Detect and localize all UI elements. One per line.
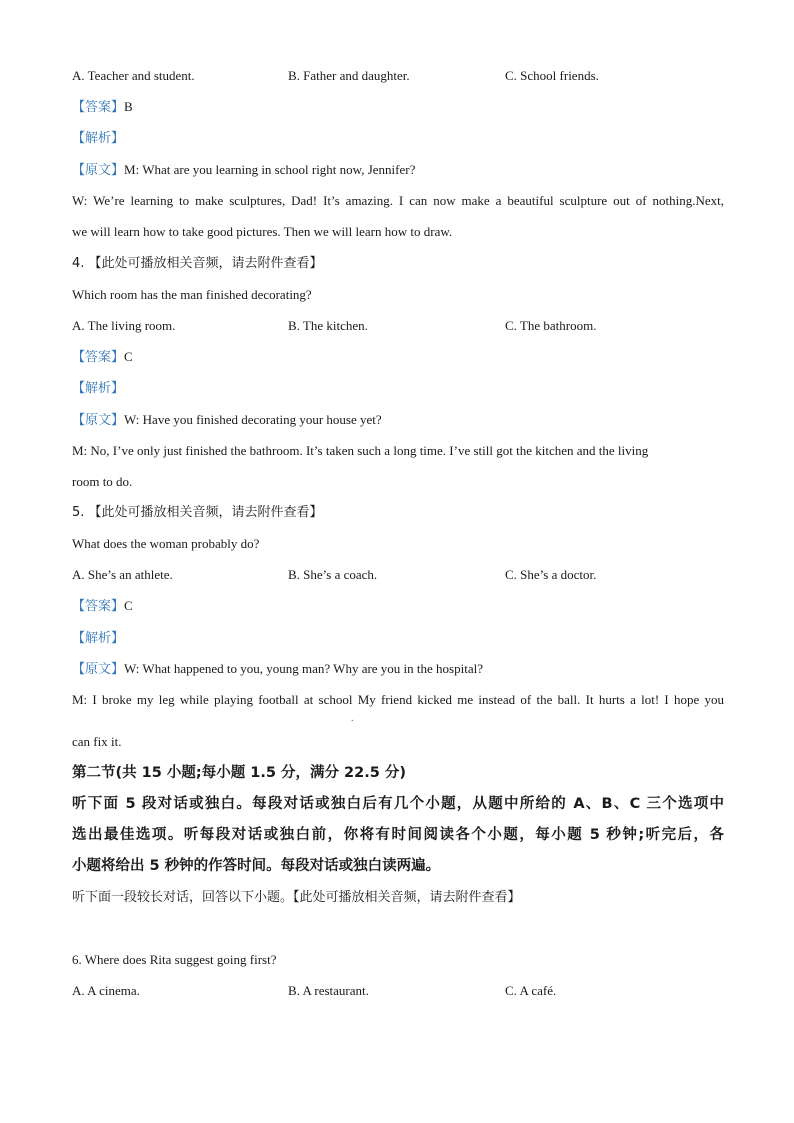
q5-option-a: A. She’s an athlete. (72, 567, 173, 582)
q6-option-c: C. A café. (505, 983, 557, 998)
q3-script-line-3: we will learn how to take good pictures. Then we will learn how to draw. (72, 224, 453, 239)
section2-instructions-3: 小题将给出 5 秒钟的作答时间。每段对话或独白读两遍。 (72, 858, 441, 874)
q3-script-line-1: 【原文】M: What are you learning in school right now, Jennifer? (72, 162, 416, 178)
q4-script-line-3: room to do. (72, 474, 133, 489)
q5-analysis: 【解析】 (72, 631, 125, 646)
q4-option-c: C. The bathroom. (505, 318, 597, 333)
q5-header: 5. 【此处可播放相关音频，请去附件查看】 (72, 505, 323, 520)
q6-option-a: A. A cinema. (72, 983, 140, 998)
q3-option-b: B. Father and daughter. (288, 68, 410, 83)
section2-instructions-1: 听下面 5 段对话或独白。每段对话或独白后有几个小题，从题中所给的 A、B、C 三个选项中 (72, 796, 724, 812)
q4-analysis: 【解析】 (72, 381, 125, 396)
q4-option-a: A. The living room. (72, 318, 176, 333)
q4-question: Which room has the man finished decorating? (72, 287, 312, 302)
q4-script-line-1: 【原文】W: Have you finished decorating your house yet? (72, 412, 382, 428)
q5-option-c: C. She’s a doctor. (505, 567, 597, 582)
q5-script-line-3: can fix it. (72, 734, 122, 749)
q4-answer: 【答案】C (72, 349, 133, 365)
q5-question: What does the woman probably do? (72, 536, 260, 551)
section2-title: 第二节(共 15 小题;每小题 1.5 分，满分 22.5 分) (72, 765, 406, 781)
q5-option-b: B. She’s a coach. (288, 567, 378, 582)
q6-option-b: B. A restaurant. (288, 983, 369, 998)
q3-analysis: 【解析】 (72, 131, 125, 146)
q5-answer: 【答案】C (72, 598, 133, 614)
q3-option-c: C. School friends. (505, 68, 599, 83)
q4-header: 4. 【此处可播放相关音频，请去附件查看】 (72, 256, 323, 271)
q6-question: 6. Where does Rita suggest going first? (72, 952, 277, 967)
section2-note: 听下面一段较长对话，回答以下小题。【此处可播放相关音频，请去附件查看】 (72, 890, 521, 905)
q3-option-a: A. Teacher and student. (72, 68, 195, 83)
stray-dot: . (351, 713, 354, 724)
q4-option-b: B. The kitchen. (288, 318, 368, 333)
q5-script-line-1: 【原文】W: What happened to you, young man? Why are you in the hospital? (72, 661, 483, 677)
section2-instructions-2: 选出最佳选项。听每段对话或独白前，你将有时间阅读各个小题，每小题 5 秒钟;听完后，各 (72, 827, 724, 843)
q5-script-line-2: M: I broke my leg while playing football at school My friend kicked me instead of the ball. It hurts a lot! I hope you (72, 692, 724, 707)
q3-script-line-2: W: We’re learning to make sculptures, Dad! It’s amazing. I can now make a beautiful sculpture out of nothing.Next, (72, 193, 724, 208)
q3-answer: 【答案】B (72, 99, 133, 115)
q4-script-line-2: M: No, I’ve only just finished the bathroom. It’s taken such a long time. I’ve still got the kitchen and the living (72, 443, 649, 458)
